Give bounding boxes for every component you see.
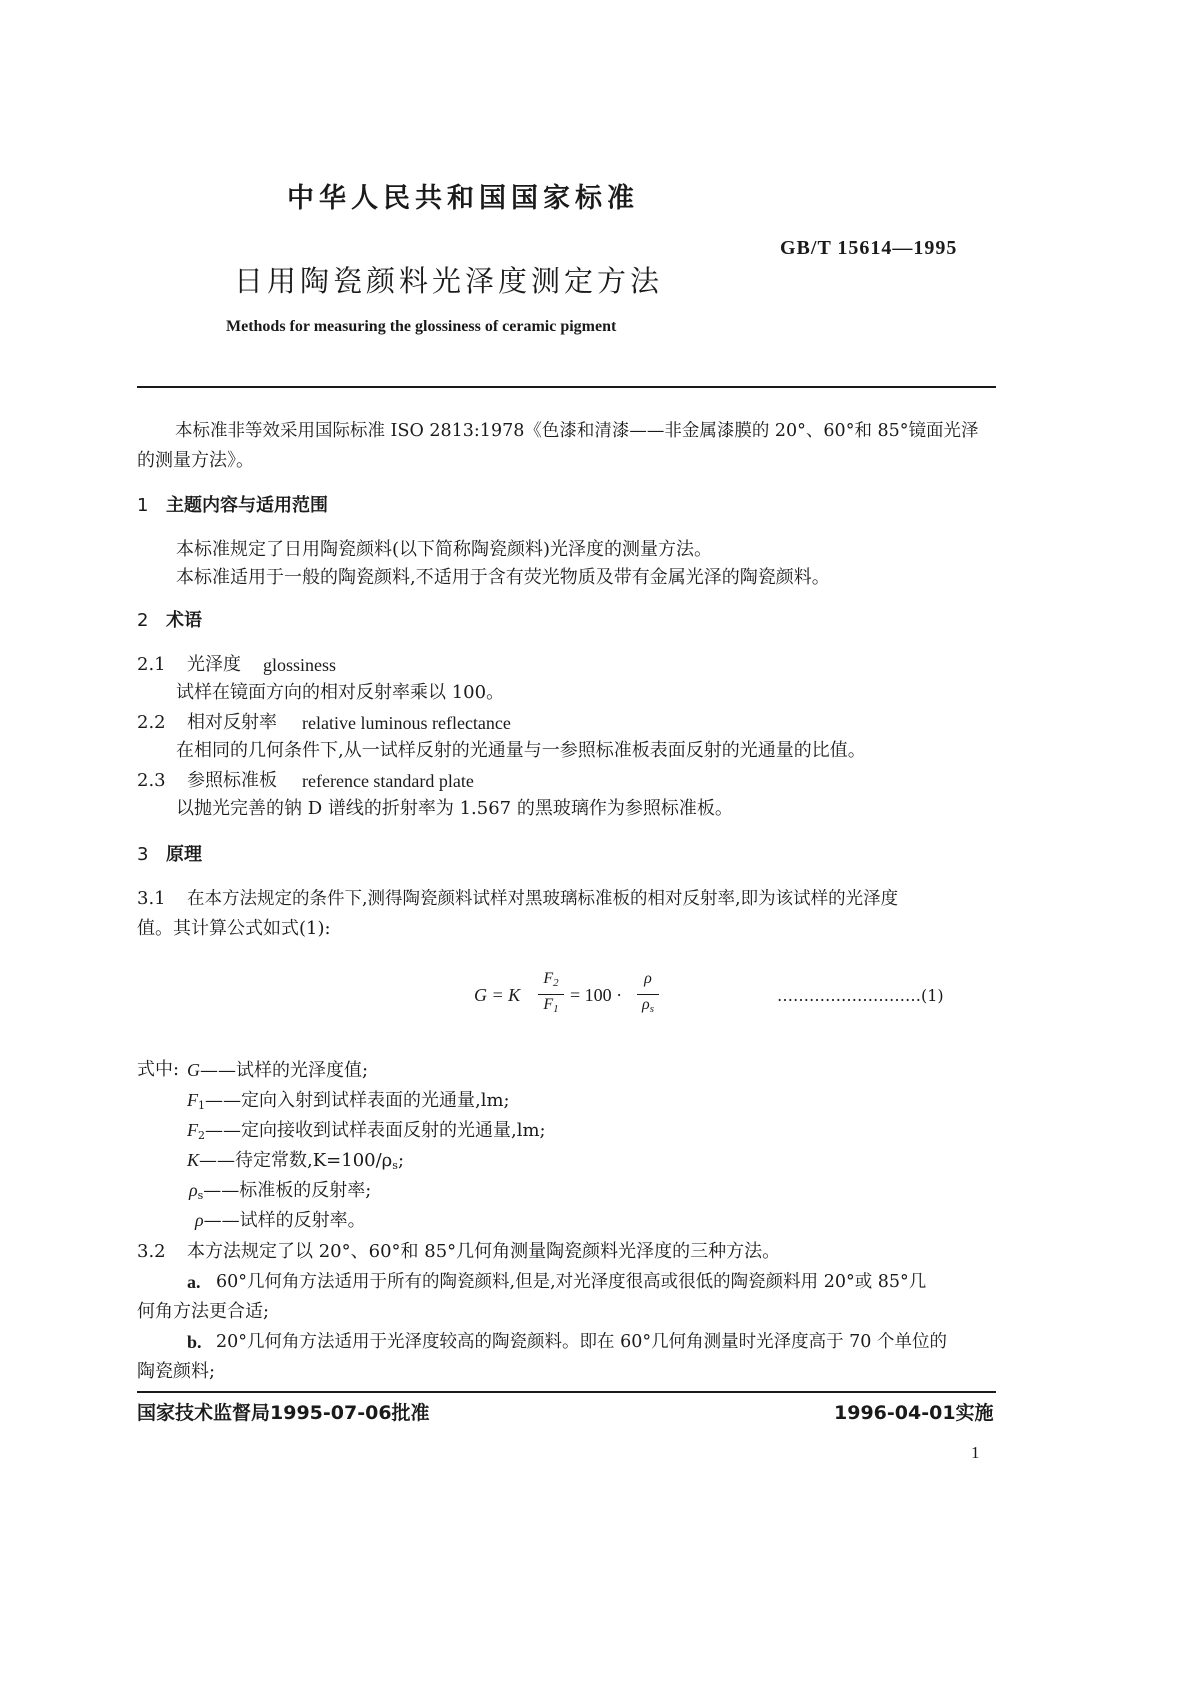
approval-line: 国家技术监督局1995-07-06批准 <box>137 1402 430 1424</box>
header-rule <box>137 386 996 388</box>
fraction-f-bar <box>538 994 564 995</box>
standard-number: GB/T 15614—1995 <box>780 237 958 259</box>
var-k: K——待定常数$,K=100/\rho_s$; <box>187 1150 405 1172</box>
org-title: 中华人民共和国国家标准 <box>287 183 639 214</box>
item-a-line-1: 60°几何角方法适用于所有的陶瓷颜料,但是,对光泽度很高或很低的陶瓷颜料用 20°或 85°几 <box>216 1272 927 1292</box>
var-g: G——试样的光泽度值; <box>187 1060 369 1081</box>
item-b-line-1: 20°几何角方法适用于光泽度较高的陶瓷颜料。即在 60°几何角测量时光泽度高于 70 个单位的 <box>216 1332 947 1352</box>
var-rho: ρ——试样的反射率。 <box>195 1210 366 1231</box>
term-2-1-number: 2.1 <box>137 654 166 675</box>
section-3-number: 3 <box>137 844 149 865</box>
formula-mid: = 100 · <box>570 985 623 1005</box>
title-en: Methods for measuring the glossiness of ceramic pigment <box>226 318 617 335</box>
item-a-line-2: 何角方法更合适; <box>137 1301 270 1322</box>
term-2-3-number: 2.3 <box>137 770 166 791</box>
section-3-heading: 原理 <box>166 844 202 865</box>
section-2-number: 2 <box>137 610 149 631</box>
term-2-1-zh: 光泽度 <box>187 654 241 675</box>
term-2-3-zh: 参照标准板 <box>187 770 277 791</box>
term-2-2-en: relative luminous reflectance <box>302 713 511 733</box>
fraction-rho-denominator: $\rho_s$ <box>642 996 654 1015</box>
effective-date: 1996-04-01实施 <box>834 1402 994 1424</box>
fraction-f-denominator: $F_1$ <box>543 996 559 1015</box>
term-2-3-en: reference standard plate <box>302 771 474 791</box>
section-1-para-1: 本标准规定了日用陶瓷颜料(以下简称陶瓷颜料)光泽度的测量方法。 <box>176 539 713 560</box>
title-zh: 日用陶瓷颜料光泽度测定方法 <box>234 264 664 298</box>
term-2-1-en: glossiness <box>263 655 337 675</box>
var-f2: $F_2——$定向接收到试样表面反射的光通量,lm; <box>187 1120 546 1142</box>
fraction-rho-bar <box>637 994 659 995</box>
formula-reference: ………………………(1) <box>777 986 944 1005</box>
clause-3-1-number: 3.1 <box>137 888 166 909</box>
clause-3-2-text: 本方法规定了以 20°、60°和 85°几何角测量陶瓷颜料光泽度的三种方法。 <box>187 1241 781 1262</box>
fraction-rho-numerator: ρ <box>644 970 652 987</box>
page-number: 1 <box>971 1443 980 1462</box>
term-2-1-definition: 试样在镜面方向的相对反射率乘以 100。 <box>176 682 505 703</box>
item-b-line-2: 陶瓷颜料; <box>137 1361 216 1382</box>
section-2-heading: 术语 <box>166 610 202 631</box>
section-1-number: 1 <box>137 495 149 516</box>
clause-3-1-line-2: 值。其计算公式如式(1): <box>137 918 331 939</box>
term-2-3-definition: 以抛光完善的钠 D 谱线的折射率为 1.567 的黑玻璃作为参照标准板。 <box>176 798 733 819</box>
term-2-2-zh: 相对反射率 <box>187 712 277 733</box>
var-rho-s: $\rho_s——$标准板的反射率; <box>189 1180 372 1202</box>
term-2-2-number: 2.2 <box>137 712 166 733</box>
item-a-label: a. <box>187 1272 201 1292</box>
footer-rule <box>137 1391 996 1393</box>
intro-line-1: 本标准非等效采用国际标准 ISO 2813:1978《色漆和清漆——非金属漆膜的 20°、60°和 85°镜面光泽 <box>175 421 979 441</box>
clause-3-2-number: 3.2 <box>137 1241 166 1262</box>
item-b-label: b. <box>187 1332 202 1352</box>
where-label: 式中: <box>137 1059 180 1080</box>
var-f1: $F_1——$定向入射到试样表面的光通量,lm; <box>187 1090 510 1112</box>
section-1-para-2: 本标准适用于一般的陶瓷颜料,不适用于含有荧光物质及带有金属光泽的陶瓷颜料。 <box>176 567 830 588</box>
intro-line-2: 的测量方法》。 <box>137 450 254 471</box>
term-2-2-definition: 在相同的几何条件下,从一试样反射的光通量与一参照标准板表面反射的光通量的比值。 <box>176 740 866 761</box>
section-1-heading: 主题内容与适用范围 <box>166 495 328 516</box>
fraction-f-numerator: $F_2$ <box>543 970 559 989</box>
formula-lhs: G = K <box>474 985 521 1005</box>
clause-3-1-line-1: 在本方法规定的条件下,测得陶瓷颜料试样对黑玻璃标准板的相对反射率,即为该试样的光泽度 <box>187 889 899 909</box>
